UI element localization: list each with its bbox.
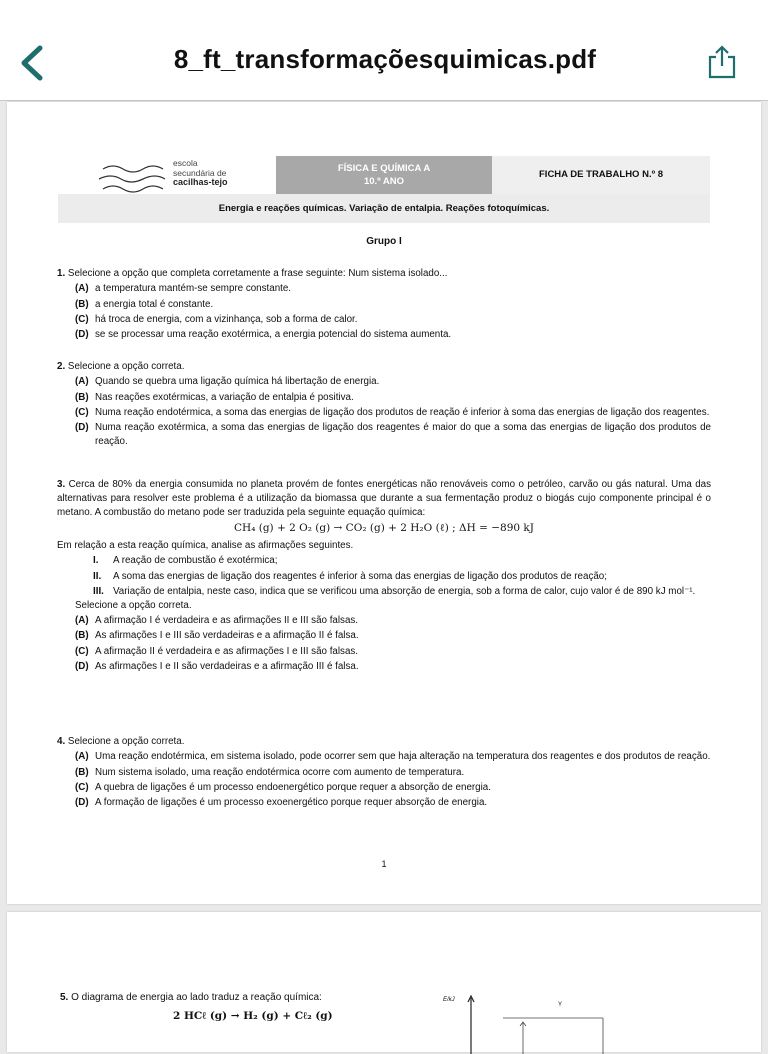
q1-option-c: (C) há troca de energia, com a vizinhança, sob a forma de calor. [75, 313, 358, 325]
q5-number: 5. [60, 992, 69, 1003]
q1-stem: Selecione a opção que completa corretamente a frase seguinte: Num sistema isolado... [67, 268, 448, 279]
group-heading: Grupo I [366, 236, 402, 247]
q3-equation: CH₄ (g) + 2 O₂ (g) → CO₂ (g) + 2 H₂O (ℓ) ; ΔH = −890 kJ [234, 522, 534, 535]
q5-stem: O diagrama de energia ao lado traduz a reação química: [71, 992, 322, 1003]
chevron-left-icon [14, 43, 54, 83]
q4-option-d: (D) A formação de ligações é um processo exoenergético porque requer absorção de energia. [75, 797, 488, 809]
school-line-1: escola [173, 158, 198, 168]
share-icon [704, 44, 740, 80]
q3-stem: Cerca de 80% da energia consumida no planeta provém de fontes energéticas não renováveis como o petróleo, carvão ou gás natural. Uma das alternativas para resolver este problema é a utilização da biomassa que durante a sua fermentação produz o biogás cujo componente principal é o metano. A combustão do metano pode ser traduzida pela seguinte equação química: [57, 479, 711, 518]
q1-option-a: (A) a temperatura mantém-se sempre constante. [75, 283, 292, 295]
q3-intro: Em relação a esta reação química, analise as afirmações seguintes. [57, 540, 354, 552]
q2-option-b: (B) Nas reações exotérmicas, a variação de entalpia é positiva. [75, 391, 354, 403]
pdf-page-2[interactable] [7, 912, 761, 1052]
back-button[interactable] [14, 43, 54, 83]
q4-option-b: (B) Num sistema isolado, uma reação endotérmica ocorre com aumento de temperatura. [75, 766, 465, 778]
q1-number: 1. [57, 268, 66, 279]
q2-option-d: (D) Numa reação exotérmica, a soma das energias de ligação dos reagentes é maior do que a soma das energias de ligação dos produtos de reação. [75, 422, 711, 447]
subject-line-2: 10.º ANO [363, 176, 405, 187]
question-1 [57, 267, 711, 342]
q3-option-c: (C) A afirmação II é verdadeira e as afirmações I e III são falsas. [75, 645, 359, 657]
energy-axis-label: E/kJ [443, 997, 455, 1003]
q1-option-b: (B) a energia total é constante. [75, 298, 214, 310]
question-3 [57, 478, 711, 674]
q3-option-d: (D) As afirmações I e II são verdadeiras e a afirmação III é falsa. [75, 661, 359, 673]
q4-number: 4. [57, 736, 66, 747]
sheet-subtitle: Energia e reações químicas. Variação de entalpia. Reações fotoquímicas. [58, 194, 710, 223]
q4-stem: Selecione a opção correta. [67, 736, 185, 747]
top-bar [0, 0, 768, 101]
q2-option-c: (C) Numa reação endotérmica, a soma das energias de ligação dos produtos de reação é inferior à soma das energias de ligação dos reagentes. [75, 406, 710, 418]
school-logo [99, 159, 249, 197]
energy-diagram [443, 994, 613, 1054]
q3-select: Selecione a opção correta. [75, 599, 192, 611]
question-2 [57, 360, 711, 449]
q3-number: 3. [57, 479, 66, 490]
subject-box [276, 156, 492, 194]
q3-statement-3: III. Variação de entalpia, neste caso, indica que se verificou uma absorção de energia, sob a forma de calor, cujo valor é de 890 kJ mol⁻¹. [93, 586, 696, 598]
q5-equation: 2 HCℓ (g) → H₂ (g) + Cℓ₂ (g) [173, 1010, 333, 1022]
q1-option-d: (D) se se processar uma reação exotérmica, a energia potencial do sistema aumenta. [75, 329, 452, 341]
q3-statement-2: II. A soma das energias de ligação dos reagentes é inferior à soma das energias de ligação dos produtos de reação; [93, 570, 607, 582]
document-title: 8_ft_transformaçõesquimicas.pdf [173, 44, 597, 74]
question-5 [60, 992, 322, 1003]
diagram-mark: Y [558, 1002, 563, 1008]
pdf-page-1[interactable] [7, 102, 761, 904]
school-line-2: secundária de [173, 167, 227, 178]
q3-option-a: (A) A afirmação I é verdadeira e as afirmações II e III são falsas. [75, 615, 359, 627]
page-number: 1 [381, 859, 387, 869]
q2-number: 2. [57, 361, 66, 372]
share-button[interactable] [704, 44, 740, 80]
q4-option-a: (A) Uma reação endotérmica, em sistema isolado, pode ocorrer sem que haja alteração na temperatura dos reagentes e dos produtos de reação. [75, 751, 711, 763]
q2-option-a: (A) Quando se quebra uma ligação química há libertação de energia. [75, 376, 380, 388]
energy-axis-icon [443, 994, 613, 1054]
question-4 [57, 735, 711, 810]
q4-option-c: (C) A quebra de ligações é um processo endoenergético porque requer a absorção de energia. [75, 781, 491, 793]
sheet-title: FICHA DE TRABALHO N.º 8 [492, 156, 710, 194]
school-line-3: cacilhas-tejo [173, 177, 228, 187]
subject-line-1: FÍSICA E QUÍMICA A [337, 163, 431, 174]
waves-icon [99, 161, 169, 195]
q2-stem: Selecione a opção correta. [67, 361, 185, 372]
q3-option-b: (B) As afirmações I e III são verdadeiras e a afirmação II é falsa. [75, 630, 359, 642]
q3-statement-1: I. A reação de combustão é exotérmica; [93, 555, 278, 567]
